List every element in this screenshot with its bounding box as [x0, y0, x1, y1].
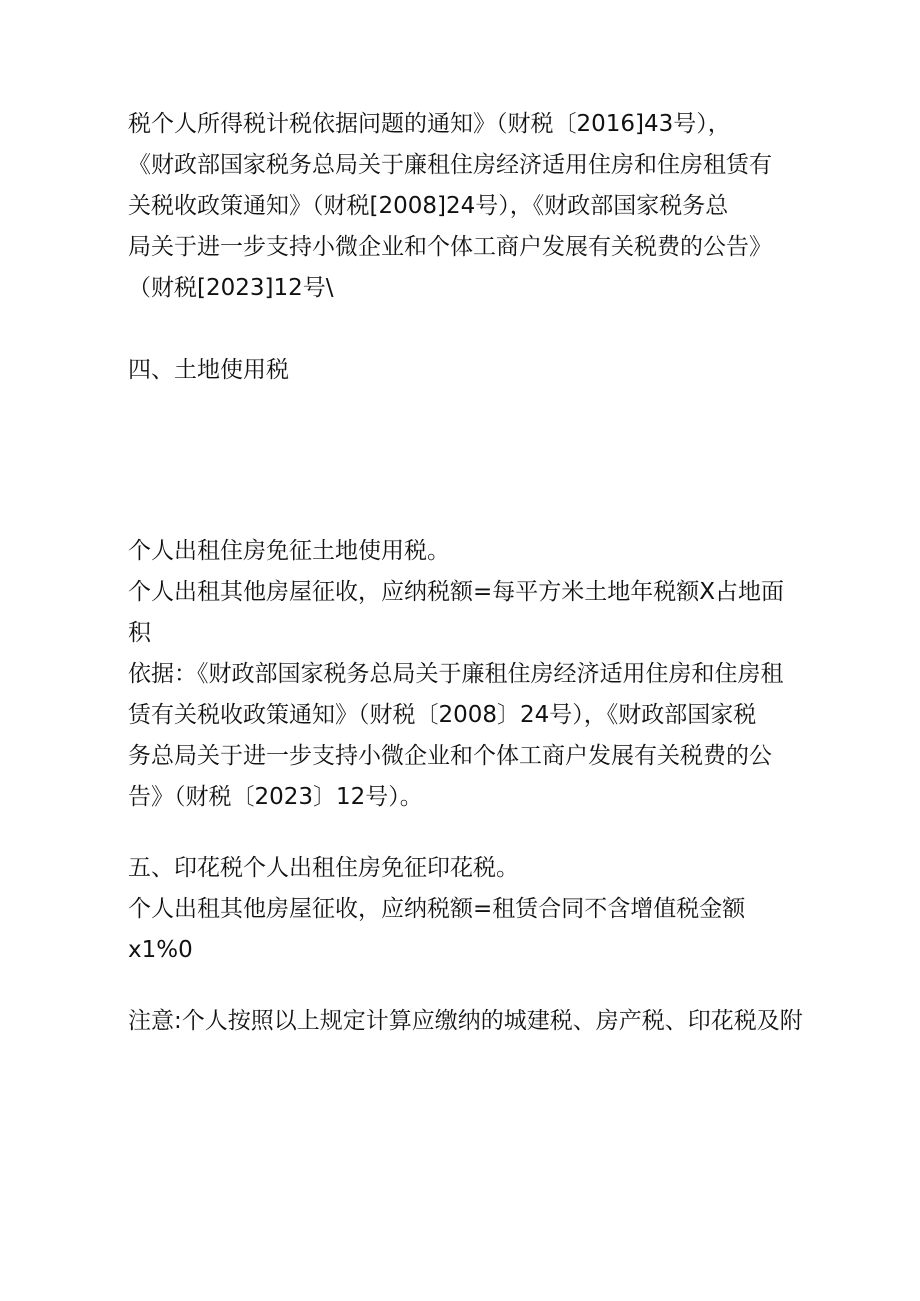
text-line: 依据：《财政部国家税务总局关于廉租住房经济适用住房和住房租 — [128, 661, 784, 687]
section-heading-land-use-tax: 四、土地使用税 — [128, 357, 289, 383]
text-line: 局关于进一步支持小微企业和个体工商户发展有关税费的公告》 — [128, 234, 772, 260]
text-line: 个人出租其他房屋征收，应纳税额=每平方米土地年税额X占地面 — [128, 579, 785, 605]
text-line: 个人出租其他房屋征收，应纳税额=租赁合同不含增值税金额 — [128, 896, 746, 922]
text-line: 注意:个人按照以上规定计算应缴纳的城建税、房产税、印花税及附 — [128, 1008, 803, 1034]
text-line: 告》（财税〔2023〕12号）。 — [128, 784, 423, 810]
section-land-use-tax-body — [128, 531, 808, 818]
text-line: 务总局关于进一步支持小微企业和个体工商户发展有关税费的公 — [128, 743, 772, 769]
section-heading-stamp-tax: 五、印花税个人出租住房免征印花税。 — [128, 855, 519, 881]
text-line: 个人出租住房免征土地使用税。 — [128, 538, 450, 564]
paragraph-references-1 — [128, 104, 808, 309]
text-line: 关税收政策通知》（财税[2008]24号），《财政部国家税务总 — [128, 193, 729, 219]
text-line: 积 — [128, 620, 151, 646]
note-paragraph — [128, 1001, 808, 1042]
text-line: 税个人所得税计税依据问题的通知》（财税〔2016]43号）， — [128, 111, 731, 137]
text-line: 赁有关税收政策通知》（财税〔2008〕24号），《财政部国家税 — [128, 702, 757, 728]
document-page — [128, 104, 808, 1042]
text-line: 《财政部国家税务总局关于廉租住房经济适用住房和住房租赁有 — [128, 152, 772, 178]
text-line: （财税[2023]12号\ — [128, 275, 334, 301]
section-stamp-tax — [128, 848, 808, 971]
text-line: x1%0 — [128, 937, 193, 963]
